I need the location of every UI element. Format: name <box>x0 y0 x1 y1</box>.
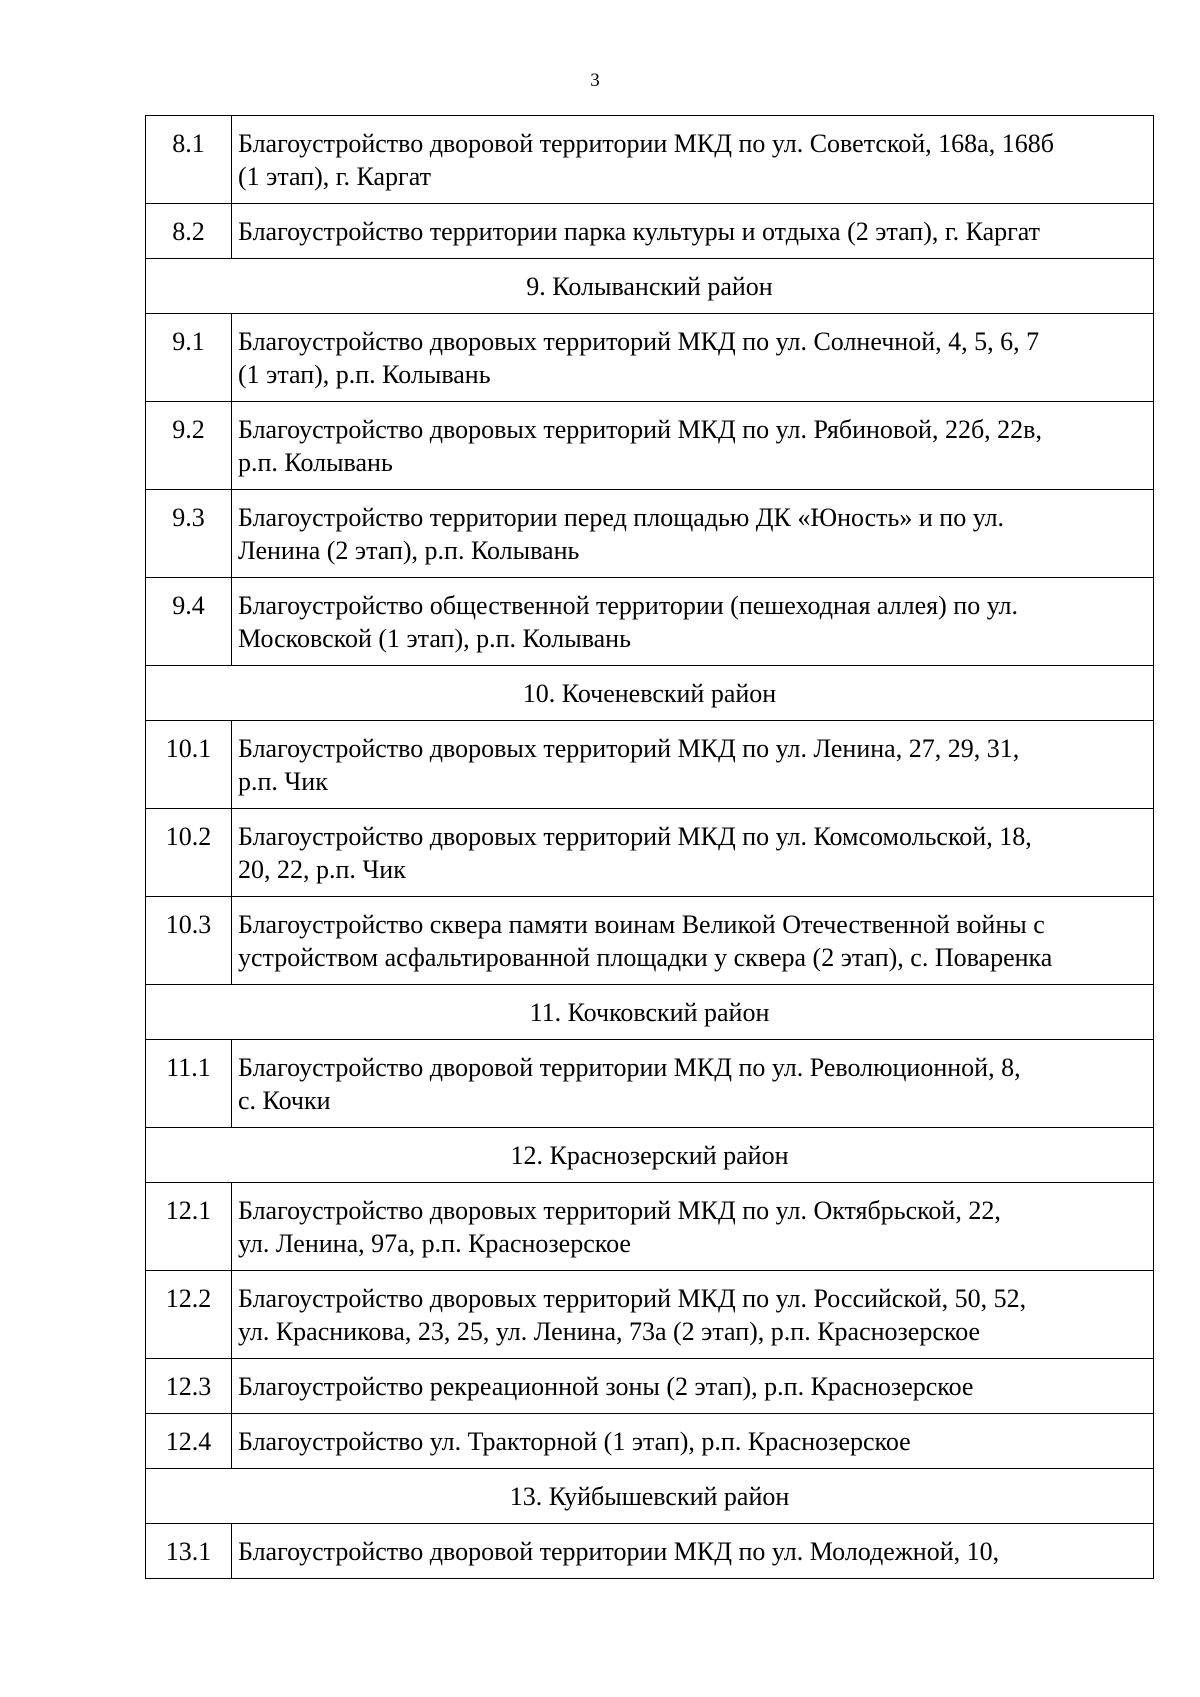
description-line: Благоустройство рекреационной зоны (2 этап), р.п. Краснозерское <box>238 1372 974 1401</box>
table-row <box>146 1183 1154 1271</box>
item-description <box>232 1040 1154 1128</box>
description-line: ул. Ленина, 97а, р.п. Краснозерское <box>238 1229 631 1258</box>
description-line: Благоустройство территории парка культуры и отдыха (2 этап), г. Каргат <box>238 217 1041 246</box>
item-description <box>232 809 1154 897</box>
section-title: 13. Куйбышевский район <box>146 1469 1154 1524</box>
section-header-row <box>146 666 1154 721</box>
description-line: Ленина (2 этап), р.п. Колывань <box>238 536 580 565</box>
item-number: 9.4 <box>146 578 232 666</box>
description-line: (1 этап), г. Каргат <box>238 162 431 191</box>
item-description <box>232 897 1154 985</box>
description-line: Благоустройство общественной территории (пешеходная аллея) по ул. <box>238 591 1019 620</box>
projects-table-body <box>146 116 1154 1579</box>
item-description <box>232 721 1154 809</box>
description-line: Благоустройство дворовой территории МКД по ул. Советской, 168а, 168б <box>238 129 1054 158</box>
description-line: ул. Красникова, 23, 25, ул. Ленина, 73а (2 этап), р.п. Краснозерское <box>238 1317 981 1346</box>
section-title: 10. Коченевский район <box>146 666 1154 721</box>
description-line: (1 этап), р.п. Колывань <box>238 360 491 389</box>
description-line: Благоустройство дворовых территорий МКД по ул. Ленина, 27, 29, 31, <box>238 734 1020 763</box>
item-number: 12.1 <box>146 1183 232 1271</box>
item-description <box>232 578 1154 666</box>
table-row <box>146 1040 1154 1128</box>
description-line: Благоустройство дворовой территории МКД по ул. Молодежной, 10, <box>238 1537 1000 1566</box>
item-description <box>232 490 1154 578</box>
item-description <box>232 314 1154 402</box>
description-line: Благоустройство сквера памяти воинам Великой Отечественной войны с <box>238 910 1045 939</box>
item-number: 8.1 <box>146 116 232 204</box>
table-row <box>146 1271 1154 1359</box>
item-description <box>232 1524 1154 1579</box>
section-title: 11. Кочковский район <box>146 985 1154 1040</box>
item-number: 13.1 <box>146 1524 232 1579</box>
table-row <box>146 1414 1154 1469</box>
item-number: 12.2 <box>146 1271 232 1359</box>
section-header-row <box>146 259 1154 314</box>
item-description <box>232 1359 1154 1414</box>
item-description <box>232 204 1154 259</box>
item-number: 9.3 <box>146 490 232 578</box>
description-line: р.п. Чик <box>238 767 328 796</box>
description-line: Благоустройство дворовых территорий МКД по ул. Октябрьской, 22, <box>238 1196 1001 1225</box>
description-line: устройством асфальтированной площадки у сквера (2 этап), с. Поваренка <box>238 943 1053 972</box>
description-line: Благоустройство ул. Тракторной (1 этап), р.п. Краснозерское <box>238 1427 911 1456</box>
description-line: Московской (1 этап), р.п. Колывань <box>238 624 631 653</box>
description-line: Благоустройство территории перед площадью ДК «Юность» и по ул. <box>238 503 1005 532</box>
section-header-row <box>146 1128 1154 1183</box>
item-description <box>232 1183 1154 1271</box>
section-header-row <box>146 1469 1154 1524</box>
table-row <box>146 402 1154 490</box>
table-row <box>146 897 1154 985</box>
item-number: 8.2 <box>146 204 232 259</box>
table-row <box>146 490 1154 578</box>
page-number: 3 <box>590 70 600 91</box>
table-row <box>146 1359 1154 1414</box>
description-line: Благоустройство дворовых территорий МКД по ул. Комсомольской, 18, <box>238 822 1032 851</box>
item-number: 10.3 <box>146 897 232 985</box>
item-description <box>232 116 1154 204</box>
description-line: Благоустройство дворовых территорий МКД по ул. Российской, 50, 52, <box>238 1284 1027 1313</box>
item-number: 11.1 <box>146 1040 232 1128</box>
description-line: с. Кочки <box>238 1086 331 1115</box>
table-row <box>146 1524 1154 1579</box>
description-line: Благоустройство дворовых территорий МКД по ул. Рябиновой, 22б, 22в, <box>238 415 1042 444</box>
table-row <box>146 116 1154 204</box>
item-number: 9.2 <box>146 402 232 490</box>
item-number: 12.4 <box>146 1414 232 1469</box>
section-title: 9. Колыванский район <box>146 259 1154 314</box>
description-line: 20, 22, р.п. Чик <box>238 855 406 884</box>
item-description <box>232 1414 1154 1469</box>
projects-table <box>145 115 1154 1579</box>
description-line: Благоустройство дворовых территорий МКД по ул. Солнечной, 4, 5, 6, 7 <box>238 327 1040 356</box>
item-number: 12.3 <box>146 1359 232 1414</box>
table-row <box>146 809 1154 897</box>
table-row <box>146 204 1154 259</box>
table-row <box>146 578 1154 666</box>
item-description <box>232 1271 1154 1359</box>
table-row <box>146 721 1154 809</box>
table-row <box>146 314 1154 402</box>
item-number: 10.1 <box>146 721 232 809</box>
item-number: 10.2 <box>146 809 232 897</box>
section-header-row <box>146 985 1154 1040</box>
description-line: р.п. Колывань <box>238 448 393 477</box>
item-number: 9.1 <box>146 314 232 402</box>
section-title: 12. Краснозерский район <box>146 1128 1154 1183</box>
description-line: Благоустройство дворовой территории МКД по ул. Революционной, 8, <box>238 1053 1021 1082</box>
item-description <box>232 402 1154 490</box>
